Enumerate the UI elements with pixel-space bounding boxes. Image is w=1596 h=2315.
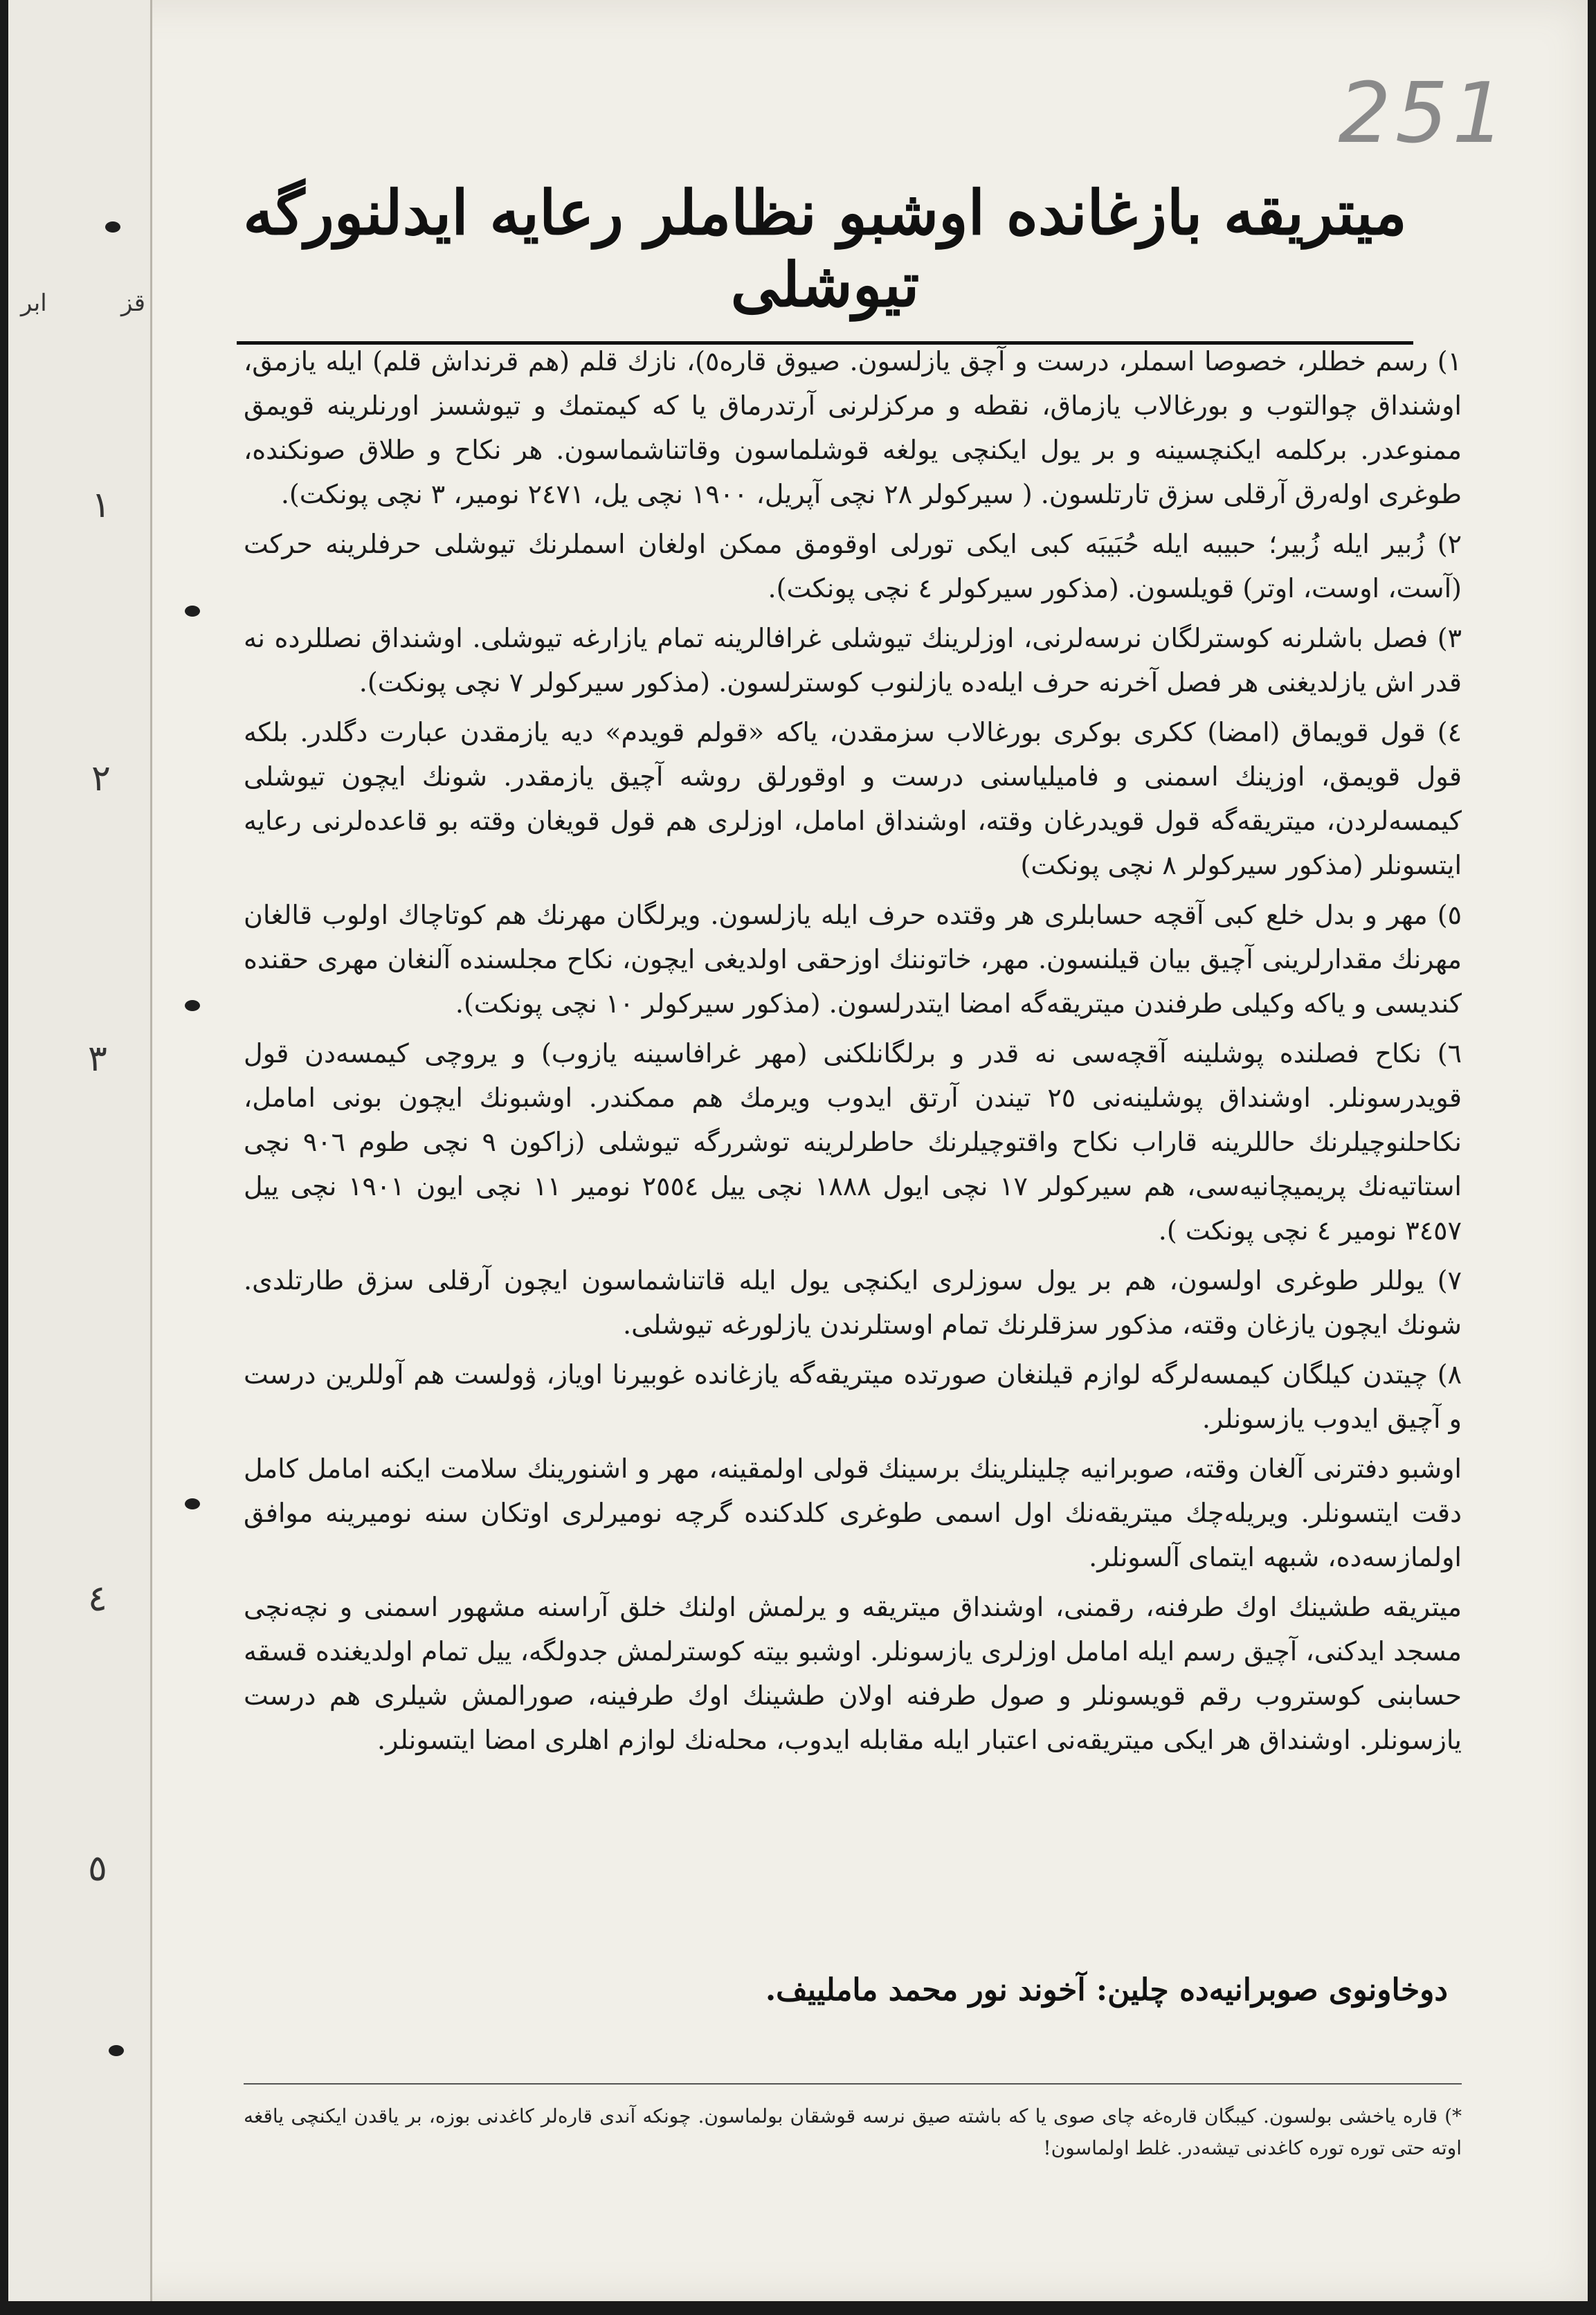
footnote-divider — [244, 2083, 1462, 2085]
body-text — [244, 339, 1462, 1768]
page-title: میتریقه بازغانده اوشبو نظاملر رعایه ایدلنورگه تیوشلی — [237, 176, 1413, 345]
margin-column-header — [21, 289, 145, 317]
binding-hole — [185, 1000, 200, 1011]
binding-hole — [185, 1498, 200, 1509]
column-header-left: ابر — [21, 289, 47, 317]
margin-strip — [8, 0, 152, 2301]
page-number: 251 — [1338, 66, 1509, 162]
margin-mark-2: ٢ — [91, 758, 111, 799]
binding-hole — [109, 2045, 124, 2056]
paragraph-10: میتریقه طشینك اوك طرفنه، رقمنی، اوشنداق میتریقه و یرلمش اولنك خلق آراسنه مشهور اسمنی و نچەنچی مسجد ایدکنی، آچیق رسم ایله امامل اوزلری یازسونلر. اوشبو بیته کوسترلمش جدولگه، ییل تمام اولدیغنده قسقه حسابنی کوستروب رقم قویسونلر و صول طرفنه اولان طشینك اوك طرفینه، صورالمش شیلری هم درست یازسونلر. اوشنداق هر ایکی میتریقەنی اعتبار ایله مقابله ایدوب، محلەنك لوازم اهلری امضا ایتسونلر. — [244, 1592, 1462, 1755]
paragraph-7: ٧) یوللر طوغری اولسون، هم بر یول سوزلری ایکنچی یول ایله قاتناشماسون ایچون آرقلی سزق طارتلدی. شونك ایچون یازغان وقته، مذکور سزقلرنك تمام اوستلرندن یازلورغه تیوشلی. — [244, 1265, 1462, 1340]
paragraph-2: ٢) زُبیر ایله زُبیر؛ حبیبه ایله حُبَیبَه کبی ایکی تورلی اوقومق ممکن اولغان اسملرنك تیوشلی حرفلرینه حرکت (آست، اوست، اوتر) قویلسون. (مذکور سیرکولر ٤ نچی پونکت). — [244, 529, 1462, 603]
paragraph-4: ٤) قول قویماق (امضا) ککری بوکری بورغالاب سزمقدن، یاکه «قولم قویدم» دیه یازمقدن عبارت دگلدر. بلکه قول قویمق، اوزینك اسمنی و فامیلیاسنی درست و اوقورلق روشه آچیق یازمقدر. شونك ایچون تیوشلی کیمسەلردن، میتریقەگه قول قویدرغان وقته، اوشنداق امامل، اوزلری هم قول قویغان وقته بو قاعدەلرنی رعایه ایتسونلر (مذکور سیرکولر ٨ نچی پونکت) — [244, 717, 1462, 880]
paragraph-3: ٣) فصل باشلرنه کوسترلگان نرسەلرنی، اوزلرینك تیوشلی غرافالرینه تمام یازارغه تیوشلی. اوشنداق نصللرده نه قدر اش یازلدیغنی هر فصل آخرنه حرف ایلەده یازلنوب کوسترلسون. (مذکور سیرکولر ٧ نچی پونکت). — [244, 623, 1462, 698]
margin-mark-3: ٣ — [88, 1038, 107, 1080]
document-page — [8, 0, 1588, 2301]
margin-mark-1: ١ — [91, 484, 111, 526]
signature-line: دوخاونوی صوبرانیەده چلین: آخوند نور محمد ماملییف. — [765, 1972, 1448, 2008]
binding-hole — [105, 221, 120, 233]
paragraph-9: اوشبو دفترنی آلغان وقته، صوبرانیه چلینلرینك برسینك قولی اولمقینه، مهر و اشنورینك سلامت ایکنه امامل کامل دقت ایتسونلر. ویریلەچك میتریقەنك اول اسمی طوغری کلدکنده گرچه نومیرلری اوتکان سنه نومیرینه موافق اولمازسەده، شبهه ایتمای آلسونلر. — [244, 1453, 1462, 1572]
paragraph-5: ٥) مهر و بدل خلع کبی آقچه حسابلری هر وقتده حرف ایله یازلسون. ویرلگان مهرنك هم کوتاچاك اولوب قالغان مهرنك مقدارلرینی آچیق بیان قیلنسون. مهر، خاتوننك اوزحقی اولدیغی ایچون، نکاح مجلسنده آلنغان مهری حقنده کندیسی و یاکه وکیلی طرفندن میتریقەگه امضا ایتدرلسون. (مذکور سیرکولر ١٠ نچی پونکت). — [244, 900, 1462, 1019]
paragraph-6: ٦) نکاح فصلنده پوشلینه آقچەسی نه قدر و برلگانلکنی (مهر غرافاسینه یازوب) و یروچی کیمسەدن قول قویدرسونلر. اوشنداق پوشلینەنی ٢٥ تیندن آرتق ایدوب ویرمك هم ممکندر. اوشبونك ایچون بونی امامل، نکاحلنوچیلرنك حاللرینه قاراب نکاح واقتوچیلرنك حاطرلرینه توشررگه تیوشلی (زاکون ٩ نچی طوم ٩٠٦ نچی استاتیەنك پریمیچانیەسی، هم سیرکولر ١٧ نچی ایول ١٨٨٨ نچی ییل ٢٥٥٤ نومیر ١١ نچی ایون ١٩٠١ نچی ییل ٣٤٥٧ نومیر ٤ نچی پونکت ). — [244, 1038, 1462, 1246]
paragraph-1: ١) رسم خطلر، خصوصا اسملر، درست و آچق یازلسون. صیوق قاره٥)، نازك قلم (هم قرنداش قلم) ایله یازمق، اوشنداق چوالتوب و بورغالاب یازماق، نقطه و مرکزلرنی آرتدرماق یا که کیمتمك و تیوشسز اورنلرینه قویمق ممنوعدر. برکلمه ایکنچسینه و بر یول ایکنچی یولغه قوشلماسون وقاتناشماسون. هر نکاح و طلاق صونکنده، طوغری اولەرق آرقلی سزق تارتلسون. ( سیرکولر ٢٨ نچی آپریل، ١٩٠٠ نچی یل، ٢٤٧١ نومیر، ٣ نچی پونکت). — [244, 346, 1462, 509]
footnote: *) قاره یاخشی بولسون. کیبگان قارەغه چای صوی یا که باشته صیق نرسه قوشقان بولماسون. چونکه آندی قارەلر کاغدنی بوزه، بر یاقدن ایکنچی یاقغه اوته حتی توره توره کاغدنی تیشەدر. غلط اولماسون! — [244, 2105, 1462, 2159]
margin-mark-5: ٥ — [88, 1848, 107, 1889]
binding-hole — [185, 606, 200, 617]
column-header-right: قز — [120, 289, 145, 317]
margin-mark-4: ٤ — [88, 1578, 107, 1619]
paragraph-8: ٨) چیتدن کیلگان کیمسەلرگه لوازم قیلنغان صورتده میتریقەگه یازغانده غوبیرنا اویاز، ۋولست هم آوللرین درست و آچیق ایدوب یازسونلر. — [244, 1359, 1462, 1434]
